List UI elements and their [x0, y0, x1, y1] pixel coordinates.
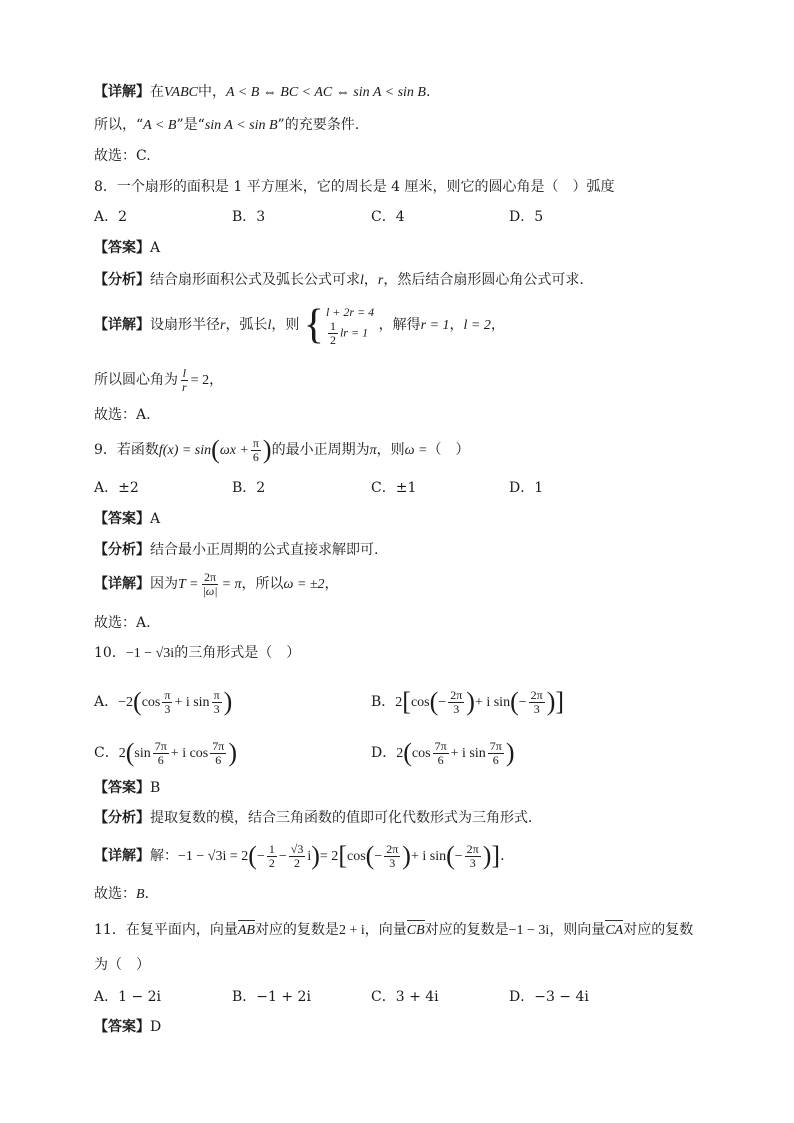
detail-tag: 【详解】: [94, 848, 150, 864]
q11-option-b: B．−1 + 2i: [232, 989, 311, 1005]
q10-detail-minus1: −: [256, 849, 265, 864]
q9-stem-t2: 的最小正周期为: [271, 442, 370, 458]
q10-detail-isin: + i sin: [410, 849, 447, 864]
q10-d-cos: cos: [411, 746, 431, 761]
q10-b-f2d: 3: [533, 701, 540, 716]
q9-option-d: D．1: [509, 480, 544, 496]
q11-option-d: D．−3 − 4i: [509, 989, 589, 1005]
q10-option-a: A．−2(cos $\frac{\pi}{3}$ + i sin $\frac{\pi}{3}$ ): [94, 687, 233, 716]
q10-detail-t1: 解：: [150, 848, 178, 864]
q10-analysis-text: 提取复数的模，结合三角函数的值即可化代数形式为三角形式．: [150, 810, 542, 826]
q10-b-f2n: 2π: [530, 687, 543, 702]
q8-answer-value: A: [150, 240, 161, 256]
analysis-tag: 【分析】: [94, 272, 150, 288]
q10-d-f2n: 7π: [489, 738, 502, 753]
q8-so: [94, 362, 223, 399]
q10-a-f2d: 3: [213, 701, 220, 716]
q10-a-f1d: 3: [164, 701, 171, 716]
q9-detail-frac-num: 2π: [203, 569, 217, 584]
q10-analysis: [94, 808, 542, 828]
q10-detail-cos: cos: [346, 849, 366, 864]
q8-equation-system: [304, 304, 374, 347]
q10-detail-f1d: 2: [268, 855, 275, 870]
q10-c-f2d: 6: [215, 752, 222, 767]
q8-stem: 8．一个扇形的面积是 1 平方厘米，它的周长是 4 厘米，则它的圆心角是（ ）弧度: [94, 179, 615, 195]
q10-a-isin: + i sin: [174, 695, 210, 710]
q9-stem: 9．若函数f(x) = sin(ωx + $\frac{\pi}{6}$ )的最小正周期为π，则ω =（ ）: [94, 435, 470, 464]
q7-conc-t1: 所以，“: [94, 117, 144, 133]
q10-a-f2n: π: [213, 687, 220, 702]
q9-stem-m3: π: [369, 443, 377, 458]
q10-a-label: A．: [94, 694, 119, 710]
q8-detail-t1: 设扇形半径: [150, 317, 220, 333]
q9-option-c: C．±1: [371, 480, 417, 496]
q10-b-minus2: −: [518, 695, 527, 710]
q7-detail-text2: 中，: [197, 84, 226, 100]
q10-b-minus1: −: [438, 695, 447, 710]
q10-detail-f3d: 3: [389, 855, 396, 870]
q9-detail-t2: ，所以: [241, 576, 284, 592]
q10-option-b: B．2[cos(− $\frac{2\pi}{3}$ )+ i sin(− $\frac{2\pi}{3}$ )]: [371, 687, 565, 716]
q10-b-f1n: 2π: [450, 687, 463, 702]
q7-conc-m1: A < B: [143, 118, 177, 133]
q9-analysis-text: 结合最小正周期的公式直接求解即可.: [150, 542, 379, 558]
q10-detail-f2n: √3: [290, 841, 304, 856]
q10-detail-f4d: 3: [469, 855, 476, 870]
q10-c-f2n: 7π: [212, 738, 225, 753]
q8-analysis-m1: l: [360, 273, 364, 288]
q10-detail-i: i: [307, 849, 312, 864]
q8-detail-m4: l = 2: [463, 318, 491, 333]
q9-detail-m3: ω = ±2: [283, 577, 325, 592]
q8-option-d: D．5: [509, 209, 544, 225]
q11-stem: [94, 920, 693, 941]
q10-d-label: D．: [371, 745, 397, 761]
q8-option-c: C．4: [371, 209, 405, 225]
q11-answer-value: D: [150, 1019, 162, 1035]
detail-tag: 【详解】: [94, 576, 150, 592]
q8-so-rest: = 2: [190, 373, 210, 388]
q11-stem-t3: ，向量: [364, 922, 407, 938]
q8-detail-m2: l: [267, 318, 272, 333]
q9-stem-t3: ，则: [376, 442, 405, 458]
analysis-tag: 【分析】: [94, 810, 150, 826]
q8-analysis-t1: 结合扇形面积公式及弧长公式可求: [150, 272, 360, 288]
q11-vector-cb: CB: [407, 921, 425, 941]
q9-option-a: A．±2: [94, 480, 139, 496]
q9-detail-t1: 因为: [150, 576, 178, 592]
q10-a-pre: −2: [118, 695, 134, 710]
q10-a-cos: cos: [141, 695, 161, 710]
q10-detail-m2: = 2: [319, 849, 339, 864]
q10-b-isin: + i sin: [474, 695, 511, 710]
q8-sys-row1: l + 2r = 4: [325, 304, 375, 319]
q11-stem-cont: 为（ ）: [94, 957, 150, 973]
q9-frac-den: 6: [252, 449, 259, 464]
q8-detail-t5: ，: [449, 317, 464, 333]
q7-conclusion-line: [94, 115, 359, 136]
q11-stem-t6: 对应的复数: [623, 922, 694, 938]
q10-choose-t: 故选：: [94, 886, 136, 902]
q10-choose-end: ．: [144, 886, 159, 902]
q10-detail-m1: −1 − √3i = 2: [178, 849, 249, 864]
q11-stem-m2: −1 − 3i: [508, 923, 550, 938]
analysis-tag: 【分析】: [94, 542, 150, 558]
q7-equivalence: A < B ⇔ BC < AC ⇔ sin A < sin B: [225, 85, 426, 100]
q9-detail-m1: T =: [178, 577, 199, 592]
q9-option-b: B．2: [232, 480, 266, 496]
answer-tag: 【答案】: [94, 240, 150, 256]
q8-detail-t3: ，则: [271, 317, 300, 333]
q10-c-icos: + i cos: [170, 746, 209, 761]
q7-conc-m2: sin A < sin B: [204, 118, 278, 133]
detail-tag: 【详解】: [94, 84, 150, 100]
answer-tag: 【答案】: [94, 1019, 150, 1035]
answer-tag: 【答案】: [94, 780, 150, 796]
q9-stem-t1: 9．若函数: [94, 442, 159, 458]
q9-analysis: [94, 540, 378, 560]
q9-stem-t4: （ ）: [427, 442, 470, 458]
q11-stem-t2: 对应的复数是: [254, 922, 339, 938]
q10-choose-m: B: [136, 887, 145, 902]
q10-a-f1n: π: [164, 687, 171, 702]
q7-choose: 故选：C.: [94, 148, 151, 164]
q10-d-f1d: 6: [437, 752, 444, 767]
q8-analysis-t3: ，然后结合扇形圆心角公式可求.: [383, 272, 584, 288]
q9-answer-value: A: [150, 511, 161, 527]
brace-icon: {: [303, 302, 324, 348]
q10-answer-value: B: [150, 780, 161, 796]
q10-c-f1n: 7π: [154, 738, 167, 753]
q9-frac-num: π: [252, 435, 259, 450]
q8-so-t2: ，: [209, 372, 224, 388]
q8-sys-row2-rest: lr = 1: [339, 324, 369, 339]
q8-detail-t6: ，: [490, 317, 505, 333]
q9-detail-t3: ，: [324, 576, 339, 592]
q10-answer: [94, 778, 160, 798]
q8-detail: [94, 300, 505, 351]
q11-vector-ab: AB: [238, 921, 255, 941]
q10-number: 10．: [94, 645, 126, 661]
q10-detail: 【详解】解：−1 − √3i = 2(− $\frac{1}{2}$ − $\frac{√3}{2}$ i)= 2[cos(− $\frac{2\pi}{3}$ )+ i sin(− $\frac{2\pi}{3}$ )].: [94, 841, 505, 870]
q8-option-b: B．3: [232, 209, 266, 225]
q11-stem-m1: 2 + i: [338, 923, 365, 938]
q10-detail-minus3: −: [374, 849, 383, 864]
q9-stem-m1: f(x) = sin: [158, 443, 212, 458]
q10-c-f1d: 6: [157, 752, 164, 767]
q10-detail-f4n: 2π: [466, 841, 479, 856]
q8-option-a: A．2: [94, 209, 128, 225]
detail-tag: 【详解】: [94, 317, 150, 333]
q10-d-f1n: 7π: [434, 738, 447, 753]
q10-detail-f1n: 1: [268, 841, 275, 856]
q10-c-pre: 2: [118, 746, 126, 761]
answer-tag: 【答案】: [94, 511, 150, 527]
q10-stem: [94, 643, 300, 664]
q10-b-f1d: 3: [453, 701, 460, 716]
q8-analysis: [94, 270, 584, 291]
q9-stem-m4: ω =: [404, 443, 428, 458]
q11-stem-t4: 对应的复数是: [424, 922, 509, 938]
q10-d-isin: + i sin: [450, 746, 486, 761]
q8-analysis-t2: ，: [363, 272, 378, 288]
q10-choose: [94, 884, 159, 905]
q8-analysis-m2: r: [377, 273, 384, 288]
q8-choose: 故选：A.: [94, 407, 151, 423]
q8-detail-t2: ，弧长: [225, 317, 268, 333]
q9-detail: [94, 566, 339, 603]
q11-option-a: A．1 − 2i: [94, 989, 162, 1005]
q10-c-label: C．: [94, 745, 119, 761]
q9-stem-m2: ωx +: [219, 443, 249, 458]
q10-detail-minus4: −: [454, 849, 463, 864]
q8-so-num: l: [182, 365, 186, 380]
q10-b-cos: cos: [410, 695, 430, 710]
q8-sys-frac-num: 1: [329, 318, 336, 333]
q10-c-sin: sin: [134, 746, 151, 761]
q9-choose: 故选：A.: [94, 615, 151, 631]
q10-stem-t1: 的三角形式是（ ）: [174, 645, 301, 661]
q11-stem-t1: 11．在复平面内，向量: [94, 922, 238, 938]
q8-detail-m3: r = 1: [420, 318, 450, 333]
q10-detail-f2d: 2: [294, 855, 301, 870]
q7-end: .: [425, 84, 431, 100]
q9-answer: [94, 509, 160, 529]
q7-triangle: VABC: [164, 85, 198, 100]
q10-option-c: C．2(sin $\frac{7\pi}{6}$ + i cos $\frac{7\pi}{6}$ ): [94, 738, 237, 767]
q9-detail-frac-den: |ω|: [202, 583, 218, 598]
q8-so-den: r: [182, 379, 187, 394]
q11-vector-ca: CA: [605, 921, 623, 941]
q10-detail-minus2: −: [278, 849, 287, 864]
q10-detail-end: .: [500, 848, 505, 864]
q11-answer: [94, 1017, 161, 1037]
q10-option-d: D．2(cos $\frac{7\pi}{6}$ + i sin $\frac{7\pi}{6}$ ): [371, 738, 515, 767]
q7-conc-t2: ”是“: [176, 117, 205, 133]
q7-detail-line: [94, 82, 430, 103]
q8-so-t1: 所以圆心角为: [94, 372, 178, 388]
q10-detail-f3n: 2π: [386, 841, 399, 856]
q9-detail-m2: = π: [221, 577, 242, 592]
q8-sys-frac-den: 2: [329, 332, 336, 347]
q7-conc-t3: ”的充要条件.: [277, 117, 360, 133]
q7-detail-text: 在: [150, 84, 164, 100]
q10-d-f2d: 6: [492, 752, 499, 767]
q8-detail-t4: ，解得: [378, 317, 421, 333]
q11-option-c: C．3 + 4i: [371, 989, 439, 1005]
q8-answer: [94, 238, 160, 258]
q11-stem-t5: ，则向量: [549, 922, 606, 938]
q8-detail-m1: r: [220, 318, 226, 333]
q10-b-label: B．: [371, 694, 396, 710]
q10-d-pre: 2: [396, 746, 404, 761]
q10-stem-m1: −1 − √3i: [125, 646, 175, 661]
q10-b-pre: 2: [395, 695, 403, 710]
